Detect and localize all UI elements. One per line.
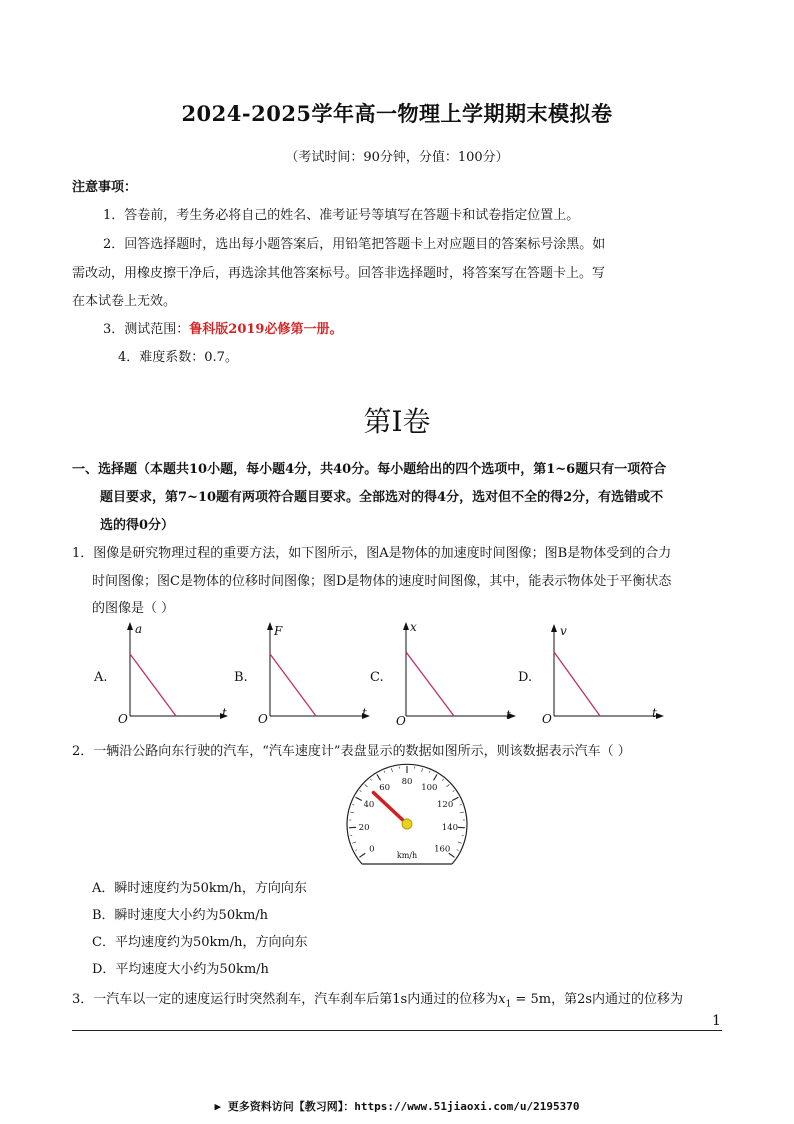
- speedometer-tick: [360, 790, 362, 791]
- exam-subtitle: （考试时间：90分钟，分值：100分）: [285, 150, 509, 165]
- speedometer-tick: [359, 853, 365, 857]
- graph-a-line: [130, 654, 176, 716]
- speedometer-tick: [355, 850, 357, 851]
- speedometer-tick: [391, 768, 392, 772]
- footer-divider: [72, 1030, 722, 1031]
- graph-b-line: [270, 654, 316, 716]
- speedometer-tick: [457, 850, 459, 851]
- graph-c-origin: O: [396, 714, 406, 728]
- graph-c-label: C.: [370, 670, 384, 685]
- speedometer-label-0: 0: [369, 844, 375, 855]
- graph-a-y-label: a: [135, 622, 143, 636]
- test-scope-highlight: 鲁科版2019必修第一册。: [189, 322, 343, 337]
- speedometer-unit: km/h: [396, 851, 418, 860]
- notice-item-4: 4．难度系数：0.7。: [118, 350, 238, 365]
- speedometer-hub: [402, 819, 412, 829]
- q3-stem-part1: 3．一汽车以一定的速度运行时突然刹车，汽车刹车后第1s内通过的位移为: [72, 992, 499, 1007]
- q1-line-2: 时间图像；图C是物体的位移时间图像；图D是物体的速度时间图像，其中，能表示物体处于平衡状态: [92, 574, 672, 589]
- q2-option-d: D．平均速度大小约为50km/h: [92, 962, 269, 977]
- graph-d-x-label: t: [652, 706, 657, 720]
- graph-c-plot: [392, 620, 520, 730]
- graph-a-plot: [112, 620, 232, 730]
- speedometer-tick: [365, 784, 368, 787]
- q3-stem: [72, 988, 683, 1010]
- graph-b-plot: [254, 620, 374, 730]
- speedometer-tick: [442, 779, 443, 781]
- speedometer-tick: [453, 790, 455, 791]
- graph-b-origin: O: [258, 712, 268, 726]
- graph-a: [92, 620, 232, 730]
- part1-line-1: 一、选择题（本题共10小题，每小题4分，共40分。每小题给出的四个选项中，第1~6题只有一项符合: [72, 462, 667, 477]
- speedometer-label-160: 160: [434, 844, 451, 855]
- speedometer-tick: [460, 804, 462, 805]
- notice-item-2-line-3: 在本试卷上无效。: [72, 294, 177, 309]
- q2-stem: 2．一辆沿公路向东行驶的汽车，“汽车速度计”表盘显示的数据如图所示，则该数据表示汽车（ ）: [72, 744, 631, 759]
- speedometer-needle: [373, 793, 407, 824]
- speedometer-label-140: 140: [441, 822, 459, 833]
- q2-option-a: A．瞬时速度约为50km/h，方向向东: [92, 881, 307, 896]
- graph-d-origin: O: [542, 712, 552, 726]
- q3-stem-part2: ，第2s内通过的位移为: [551, 992, 684, 1007]
- notice-item-1: 1．答卷前，考生务必将自己的姓名、准考证号等填写在答题卡和试卷指定位置上。: [103, 208, 580, 223]
- speedometer-label-60: 60: [379, 783, 391, 794]
- speedometer-label-40: 40: [363, 800, 375, 811]
- notice-item-2-line-2: 需改动，用橡皮擦干净后，再选涂其他答案标号。回答非选择题时，将答案写在答题卡上。写: [72, 266, 606, 281]
- speedometer-tick: [350, 812, 354, 813]
- graph-c: [370, 620, 520, 730]
- speedometer-tick: [446, 784, 449, 787]
- q3-math-rest: = 5m: [511, 992, 552, 1007]
- speedometer-tick: [422, 768, 423, 772]
- notice-item-2-line-1: 2．回答选择题时，选出每小题答案后，用铅笔把答题卡上对应题目的答案标号涂黑。如: [103, 237, 606, 252]
- q1-line-3: 的图像是（ ）: [92, 601, 175, 616]
- speedometer-tick: [460, 812, 464, 813]
- speedometer-tick: [352, 842, 356, 843]
- speedometer-tick: [352, 804, 354, 805]
- notice-item-3-prefix: 3．测试范围：: [103, 322, 190, 337]
- graph-b: [234, 620, 374, 730]
- speedometer-tick: [429, 771, 430, 773]
- speedometer-label-100: 100: [421, 783, 438, 794]
- speedometer-tick: [356, 797, 362, 800]
- graph-a-label: A.: [94, 670, 108, 685]
- graph-d-y-label: v: [560, 624, 567, 638]
- exam-title: 2024-2025学年高一物理上学期期末模拟卷: [181, 101, 613, 126]
- part1-line-2: 题目要求，第7~10题有两项符合题目要求。全部选对的得4分，选对但不全的得2分，有选错或不: [100, 490, 664, 505]
- graph-d: [518, 620, 668, 730]
- speedometer-label-120: 120: [437, 800, 454, 811]
- notice-heading: 注意事项：: [72, 180, 138, 195]
- part1-line-3: 选的得0分）: [100, 518, 175, 533]
- graph-c-x-label: t: [506, 708, 511, 722]
- graph-d-label: D.: [518, 670, 533, 685]
- notice-item-3: [103, 318, 342, 337]
- graph-b-x-label: t: [362, 706, 367, 720]
- graph-b-y-label: F: [274, 624, 283, 638]
- graph-d-line: [554, 652, 600, 716]
- q1-line-1: 1．图像是研究物理过程的重要方法，如下图所示，图A是物体的加速度时间图像；图B是物体受到的合力: [72, 546, 672, 561]
- graph-a-x-label: t: [222, 706, 227, 720]
- graph-c-line: [406, 652, 454, 716]
- q2-option-b: B．瞬时速度大小约为50km/h: [92, 908, 269, 923]
- graph-c-y-label: x: [410, 620, 417, 634]
- speedometer-label-80: 80: [401, 777, 413, 787]
- q3-math-sub: 1: [505, 999, 512, 1010]
- q3-math-var: x: [498, 992, 506, 1007]
- q2-option-c: C．平均速度约为50km/h，方向向东: [92, 935, 308, 950]
- graph-b-label: B.: [234, 670, 248, 685]
- speedometer-tick: [433, 774, 437, 780]
- section-title: 第Ⅰ卷: [363, 405, 431, 438]
- speedometer-tick: [384, 771, 385, 773]
- speedometer-tick: [377, 774, 381, 780]
- resource-link[interactable]: ▶ 更多资料访问【教习网】：https://www.51jiaoxi.com/u/2195370: [214, 1100, 580, 1113]
- speedometer-tick: [458, 842, 462, 843]
- q1-graphs: [92, 620, 672, 730]
- graph-a-origin: O: [118, 712, 128, 726]
- speedometer-label-20: 20: [358, 822, 370, 833]
- page-number: 1: [712, 1013, 721, 1029]
- speedometer-tick: [370, 779, 371, 781]
- speedometer: [340, 762, 474, 870]
